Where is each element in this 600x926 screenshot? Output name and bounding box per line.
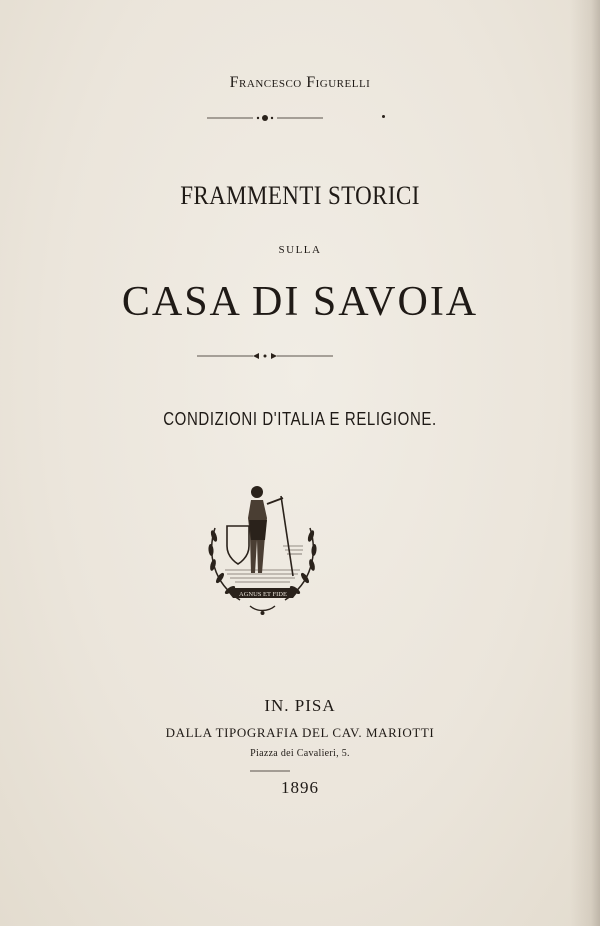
printers-mark-figure-with-shield-icon bbox=[205, 478, 320, 620]
short-rule bbox=[250, 769, 290, 773]
title-line-1: FRAMMENTI STORICI bbox=[180, 181, 420, 210]
title-connector: SULLA bbox=[278, 244, 322, 256]
imprint-year: 1896 bbox=[281, 778, 319, 797]
ornament-rule-middle bbox=[195, 351, 335, 361]
imprint-city: IN. PISA bbox=[264, 696, 336, 715]
ornament-rule-top bbox=[205, 113, 325, 123]
imprint-address: Piazza dei Cavalieri, 5. bbox=[250, 748, 350, 759]
subtitle: CONDIZIONI D'ITALIA E RELIGIONE. bbox=[163, 409, 437, 430]
imprint-printer: DALLA TIPOGRAFIA DEL CAV. MARIOTTI bbox=[165, 725, 435, 740]
title-line-2: CASA DI SAVOIA bbox=[121, 279, 479, 325]
emblem-motto: AGNUS ET FIDE bbox=[239, 591, 287, 598]
ink-speck bbox=[382, 115, 385, 118]
author-name: Francesco Figurelli bbox=[229, 74, 371, 91]
